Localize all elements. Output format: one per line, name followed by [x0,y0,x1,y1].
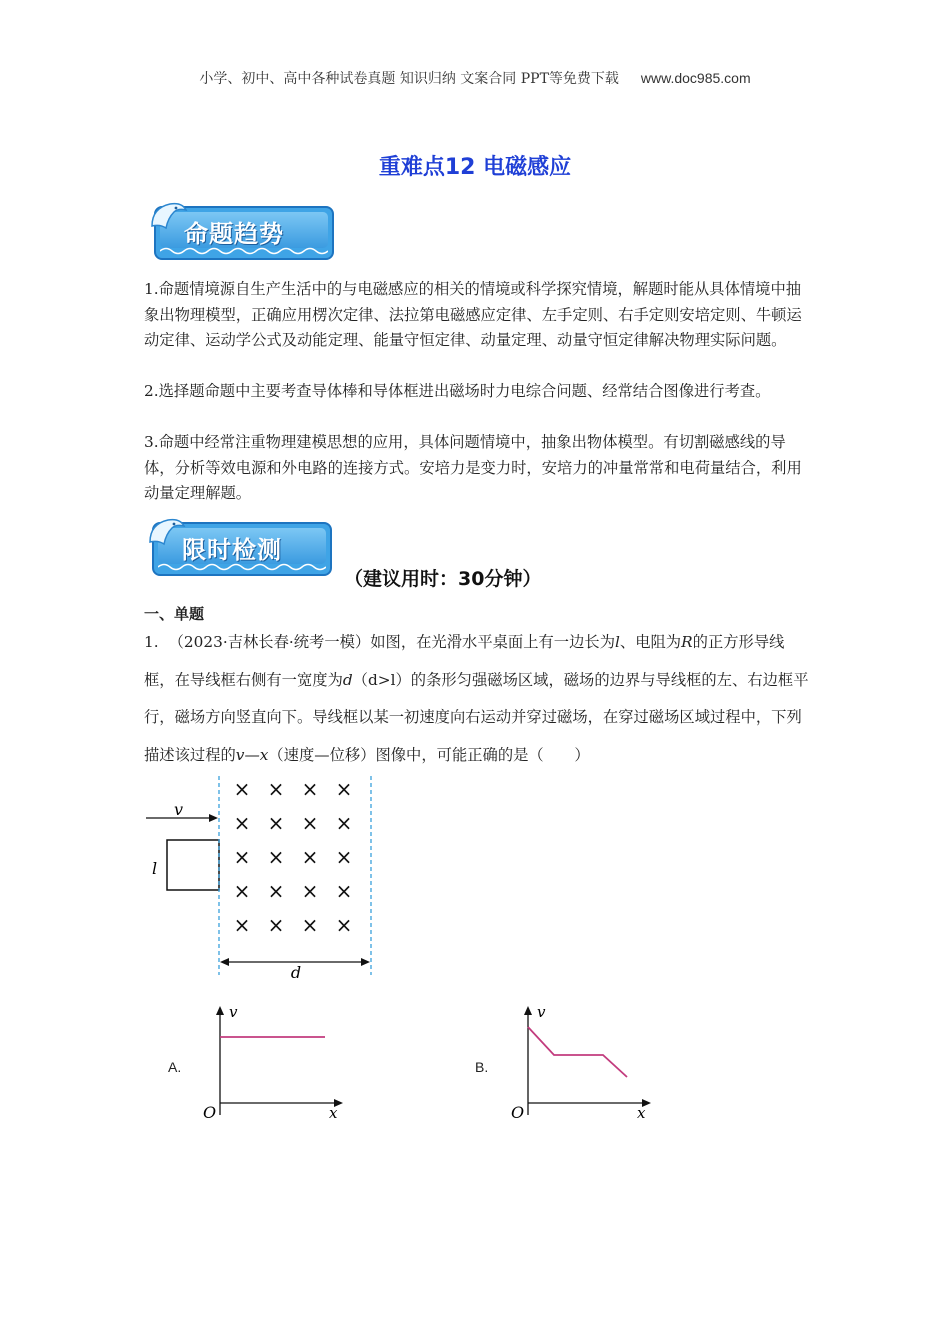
field-cross-icon: × [301,777,319,801]
field-cross-icon: × [301,879,319,903]
page-header [0,68,950,88]
trend-paragraph-3: 3.命题中经常注重物理建模思想的应用，具体问题情境中，抽象出物体模型。有切割磁感线的导体，分析等效电源和外电路的连接方式。安培力是变力时，安培力的冲量常常和电荷量结合，利用动量定理解题。 [144,433,802,502]
var-R: R [681,633,693,651]
field-cross-icon: × [335,879,353,903]
question-text: 的正方形导线框，在导线框右侧有一宽度为 [144,633,785,689]
banner-trend [148,198,338,264]
label-v: v [174,800,184,819]
var-vx: v—x [235,745,269,764]
option-a-label[interactable]: A. [168,1059,182,1075]
axis-label-v: v [537,1003,546,1021]
field-cross-icon: × [233,811,251,835]
axis-label-x: x [329,1104,338,1122]
banner-label: 命题趋势 [184,220,284,248]
axis-label-x: x [637,1104,646,1122]
question-text: 如图，在光滑水平桌面上有一边长为 [370,633,615,651]
question-source: （2023·吉林长春·统考一模） [168,633,371,651]
field-cross-icon: × [335,845,353,869]
field-cross-icon: × [233,913,251,937]
var-d: d [342,670,353,689]
arrow-head-icon [216,1006,224,1015]
time-hint: （建议用时：30分钟） [344,568,542,590]
field-cross-icon: × [267,913,285,937]
field-cross-icon: × [301,811,319,835]
field-cross-icon: × [267,777,285,801]
question-number: 1. [144,633,159,651]
trend-paragraph-2: 2.选择题命题中主要考查导体棒和导体框进出磁场时力电综合问题、经常结合图像进行考查。 [144,382,771,400]
option-b-label[interactable]: B. [475,1059,489,1075]
option-b-graph[interactable] [503,1000,663,1125]
dolphin-icon [146,514,186,550]
field-diagram [140,770,390,985]
banner-label: 限时检测 [182,536,282,564]
question-1 [144,624,809,774]
arrow-head-icon [209,814,218,822]
field-cross-icon: × [335,913,353,937]
field-cross-icon: × [233,845,251,869]
field-cross-icon: × [233,777,251,801]
field-cross-icon: × [301,845,319,869]
field-cross-icon: × [267,845,285,869]
dolphin-icon [148,198,188,234]
var-l: l [615,633,620,651]
axis-label-v: v [229,1003,238,1021]
header-text: 小学、初中、高中各种试卷真题 知识归纳 文案合同 PPT等免费下载 [199,71,619,87]
arrow-head-icon [524,1006,532,1015]
option-a-graph[interactable] [195,1000,355,1125]
question-text: （速度—位移）图像中，可能正确的是（ ） [268,745,590,764]
field-crosses [234,777,353,937]
question-condition: （d>l） [352,670,411,689]
field-cross-icon: × [233,879,251,903]
trend-paragraph-1: 1.命题情境源自生产生活中的与电磁感应的相关的情境或科学探究情境，解题时能从具体情境中抽象出物理模型，正确应用楞次定律、法拉第电磁感应定律、左手定则、右手定则安培定则、牛顿运动定律、运动学公式及动能定理、能量守恒定律、动量定理、动量守恒定律解决物理实际问题。 [144,280,802,349]
arrow-head-icon [220,958,229,966]
origin-label: O [511,1103,525,1122]
question-text: 的条形匀强磁场区域，磁场的边界与导线框的左、右边框平行，磁场方向竖直向下。导线框以某一初速度向右运动并穿过磁场，在穿过磁场区域过程中，下列描述该过程的 [144,670,809,764]
label-l: l [152,859,158,878]
banner-test [146,514,336,580]
field-cross-icon: × [267,811,285,835]
square-loop [167,840,219,890]
field-cross-icon: × [335,777,353,801]
field-cross-icon: × [267,879,285,903]
origin-label: O [203,1103,217,1122]
question-text: 、电阻为 [619,633,682,651]
section-heading: 一、单题 [144,605,205,623]
graph-line [528,1027,627,1077]
label-d: d [290,963,302,982]
arrow-head-icon [361,958,370,966]
page-title: 重难点12 电磁感应 [378,155,572,180]
field-cross-icon: × [301,913,319,937]
field-cross-icon: × [335,811,353,835]
header-site: www.doc985.com [640,70,751,86]
